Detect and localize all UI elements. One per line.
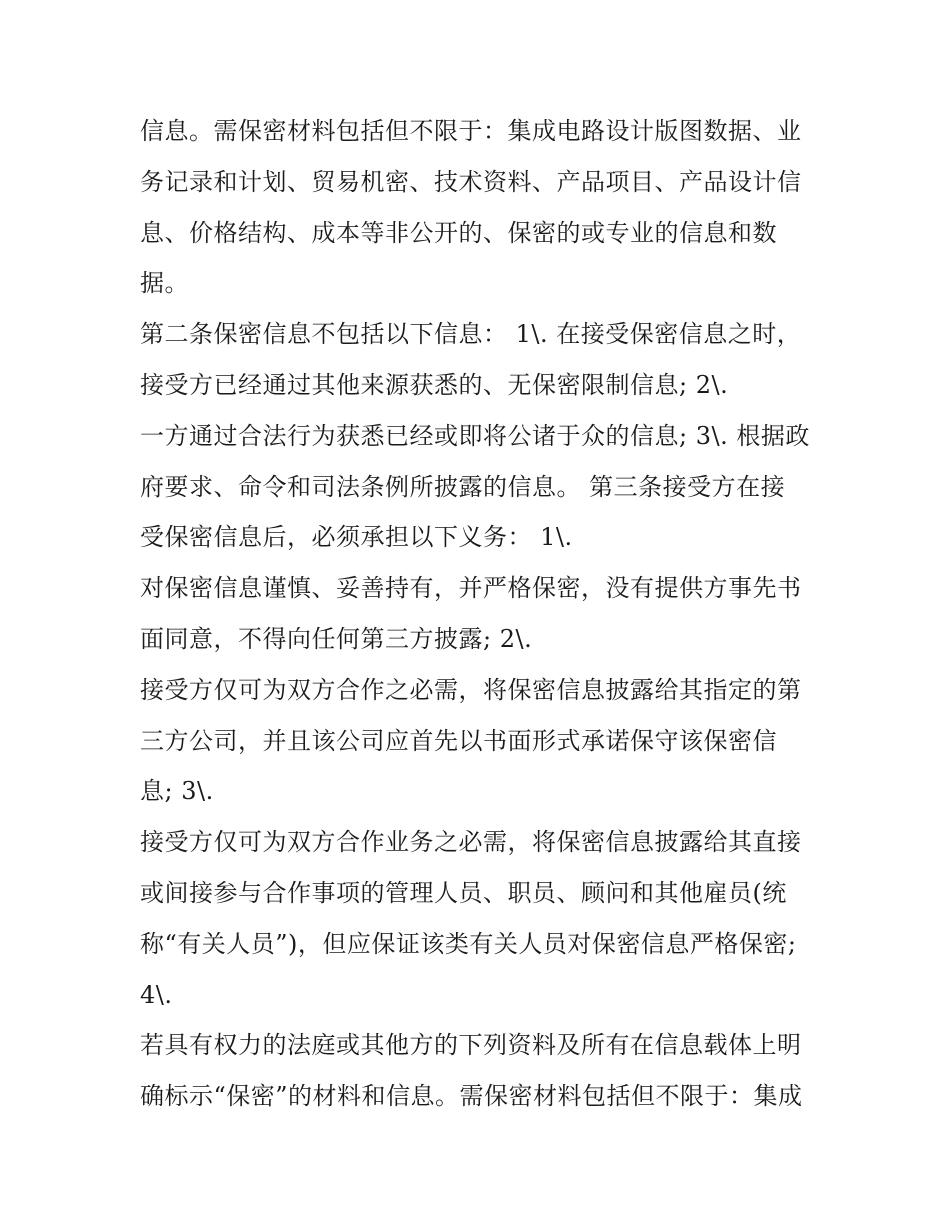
text-line: 三方公司，并且该公司应首先以书面形式承诺保守该保密信 (140, 726, 777, 755)
text-line: 称“有关人员”)，但应保证该类有关人员对保密信息严格保密; (140, 929, 797, 958)
text-line: 息、价格结构、成本等非公开的、保密的或专业的信息和数 (140, 218, 777, 247)
text-line: 据。 (140, 269, 189, 298)
text-line: 接受方仅可为双方合作业务之必需，将保密信息披露给其直接 (140, 828, 802, 857)
text-line: 面同意，不得向任何第三方披露; 2\. (140, 624, 533, 653)
text-line: 务记录和计划、贸易机密、技术资料、产品项目、产品设计信 (140, 167, 802, 196)
text-line: 确标示“保密”的材料和信息。需保密材料包括但不限于：集成 (140, 1082, 803, 1111)
text-line: 4\. (140, 980, 173, 1009)
text-line: 接受方已经通过其他来源获悉的、无保密限制信息; 2\. (140, 370, 729, 399)
text-line: 信息。需保密材料包括但不限于：集成电路设计版图数据、业 (140, 117, 802, 145)
text-line: 第二条保密信息不包括以下信息： 1\. 在接受保密信息之时， (140, 320, 802, 349)
document-body (140, 106, 820, 1122)
text-line: 府要求、命令和司法条例所披露的信息。 第三条接受方在接 (140, 472, 786, 501)
text-line: 接受方仅可为双方合作之必需，将保密信息披露给其指定的第 (140, 675, 802, 704)
text-line: 息; 3\. (140, 777, 214, 806)
text-line: 一方通过合法行为获悉已经或即将公诸于众的信息; 3\. 根据政 (140, 421, 810, 450)
text-line: 或间接参与合作事项的管理人员、职员、顾问和其他雇员(统 (140, 878, 787, 907)
text-line: 对保密信息谨慎、妥善持有，并严格保密，没有提供方事先书 (140, 574, 802, 603)
text-line: 若具有权力的法庭或其他方的下列资料及所有在信息载体上明 (140, 1031, 802, 1060)
text-line: 受保密信息后，必须承担以下义务： 1\. (140, 523, 573, 552)
